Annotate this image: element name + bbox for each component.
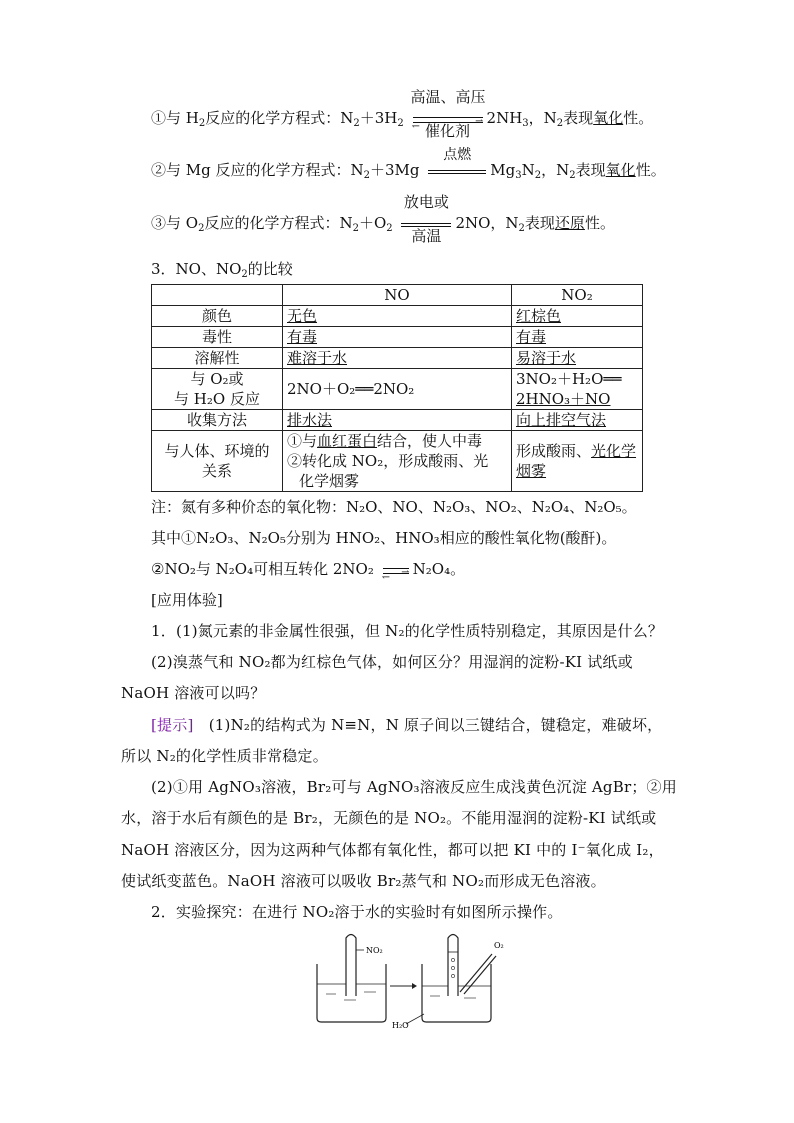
condition-bottom: 催化剂 bbox=[425, 122, 471, 140]
hint-1 bbox=[151, 715, 662, 735]
row-label bbox=[152, 369, 283, 410]
text: 化学烟雾 bbox=[299, 472, 360, 490]
condition-top: 放电或 bbox=[403, 193, 449, 211]
row-label: 毒性 bbox=[152, 327, 283, 348]
cell: 向上排空气法 bbox=[516, 411, 607, 429]
condition-top: 高温、高压 bbox=[410, 88, 486, 106]
table-header-row bbox=[152, 285, 643, 306]
question-1-3: NaOH 溶液可以吗？ bbox=[121, 684, 266, 702]
property-answer: 氧化 bbox=[593, 109, 624, 127]
label-no2: NO₂ bbox=[366, 946, 383, 955]
header-cell: NO₂ bbox=[512, 285, 643, 306]
row-label: 溶解性 bbox=[152, 348, 283, 369]
text: 性。 bbox=[584, 214, 615, 232]
text: ，N bbox=[541, 161, 570, 179]
text: ＋O bbox=[358, 214, 387, 232]
header-cell: NO bbox=[283, 285, 512, 306]
note-1: 注：氮有多种价态的氧化物：N₂O、NO、N₂O₃、NO₂、N₂O₄、N₂O₅。 bbox=[151, 498, 637, 516]
property-answer: 氧化 bbox=[605, 161, 636, 179]
header-cell bbox=[152, 285, 283, 306]
reaction-1: ①与 $H_2$反应的化学方程式：$N_2+3H_2$ 高温、高压 ⇀ ↽ 催化剂 $2NH_3$，$N_2$表现氧化性。 bbox=[151, 88, 654, 140]
label-o2: O₂ bbox=[494, 941, 504, 950]
text: 形成酸雨、 bbox=[516, 442, 592, 460]
note-2: 其中①N₂O₃、N₂O₅分别为 HNO₂、HNO₃相应的酸性氧化物(酸酐)。 bbox=[151, 529, 617, 547]
cell bbox=[512, 369, 643, 410]
property-answer: 还原 bbox=[554, 214, 585, 232]
text: N bbox=[521, 161, 535, 179]
reaction-condition bbox=[426, 147, 488, 181]
text: 表现 bbox=[575, 161, 606, 179]
hint-tag: [提示] bbox=[151, 716, 194, 734]
comparison-table bbox=[151, 284, 643, 492]
cell: 无色 bbox=[287, 307, 318, 325]
text: 反应的化学方程式：N bbox=[205, 109, 354, 127]
reaction-3: ③与 $O_2$反应的化学方程式：$N_2+O_2$ 放电或 高温 2NO，$N_2$表现还原性。 bbox=[151, 193, 615, 245]
text: ②转化成 NO₂，形成酸雨、光 bbox=[287, 452, 489, 470]
table-row bbox=[152, 348, 643, 369]
condition-bottom: 高温 bbox=[411, 227, 442, 245]
answer-2-4: 使试纸变蓝色。NaOH 溶液可以吸收 Br₂蒸气和 NO₂而形成无色溶液。 bbox=[121, 872, 606, 890]
text: ②NO₂与 N₂O₄可相互转化 2NO₂ bbox=[151, 560, 374, 578]
reaction-condition bbox=[399, 193, 453, 245]
text: 2HNO₃＋NO bbox=[516, 390, 611, 408]
table-row bbox=[152, 431, 643, 492]
text: 结合，使人中毒 bbox=[377, 432, 483, 450]
cell: 有毒 bbox=[516, 328, 547, 346]
text: 2NH bbox=[486, 109, 523, 127]
text: 性。 bbox=[635, 161, 666, 179]
text: ③与 O bbox=[151, 214, 199, 232]
text: ＋3H bbox=[359, 109, 398, 127]
text: Mg bbox=[490, 161, 516, 179]
section-title: 3．NO、$NO_2$的比较 bbox=[151, 260, 293, 280]
text: 表现 bbox=[563, 109, 594, 127]
text: N₂O₄。 bbox=[412, 560, 466, 578]
cell: 红棕色 bbox=[516, 307, 562, 325]
cell bbox=[512, 431, 643, 492]
table-row bbox=[152, 369, 643, 410]
question-1-2: (2)溴蒸气和 NO₂都为红棕色气体，如何区分？用湿润的淀粉-KI 试纸或 bbox=[151, 653, 633, 671]
text: 反应的化学方程式：N bbox=[204, 214, 353, 232]
text: ①与 bbox=[287, 432, 318, 450]
text: 烟雾 bbox=[516, 462, 547, 480]
table-row bbox=[152, 410, 643, 431]
reaction-condition: 高温、高压 ⇀ ↽ 催化剂 bbox=[410, 88, 486, 140]
table-row bbox=[152, 327, 643, 348]
row-label: 收集方法 bbox=[152, 410, 283, 431]
text: ②与 Mg 反应的化学方程式：N bbox=[151, 161, 364, 179]
table-row bbox=[152, 306, 643, 327]
cell: 易溶于水 bbox=[516, 349, 577, 367]
text: ①与 H bbox=[151, 109, 199, 127]
cell: 排水法 bbox=[287, 411, 333, 429]
text: 3．NO、NO bbox=[151, 260, 242, 278]
note-3 bbox=[151, 559, 466, 583]
text: 关系 bbox=[201, 462, 232, 480]
cell: 难溶于水 bbox=[287, 349, 348, 367]
text: 性。 bbox=[623, 109, 654, 127]
text: ＋3Mg bbox=[370, 161, 420, 179]
text: 3NO₂＋H₂O══ bbox=[516, 370, 622, 388]
answer-2-2: 水，溶于水后有颜色的是 Br₂，无颜色的是 NO₂。不能用湿润的淀粉-KI 试纸或 bbox=[121, 809, 657, 827]
row-label bbox=[152, 431, 283, 492]
cell: 有毒 bbox=[287, 328, 318, 346]
answer-2-1: (2)①用 AgNO₃溶液，Br₂可与 AgNO₃溶液反应生成浅黄色沉淀 AgBr；②用 bbox=[151, 778, 677, 796]
row-label: 颜色 bbox=[152, 306, 283, 327]
text: 与人体、环境的 bbox=[164, 442, 270, 460]
text: 与 O₂或 bbox=[190, 370, 244, 388]
experiment-figure bbox=[314, 928, 504, 1028]
cell: 2NO＋O₂══2NO₂ bbox=[283, 369, 512, 410]
text: 光化学 bbox=[591, 442, 637, 460]
label-h2o: H₂O bbox=[392, 1021, 409, 1028]
experience-heading: [应用体验] bbox=[151, 591, 223, 609]
reaction-2: ②与 Mg 反应的化学方程式：$N_2+3Mg$ 点燃 $Mg_3N_2$，$N_2$表现氧化性。 bbox=[151, 147, 666, 181]
text: 的比较 bbox=[247, 260, 293, 278]
text: 2NO，N bbox=[455, 214, 519, 232]
question-1-1: 1．(1)氮元素的非金属性很强，但 N₂的化学性质特别稳定，其原因是什么？ bbox=[151, 622, 664, 640]
text: ，N bbox=[528, 109, 557, 127]
question-2: 2．实验探究：在进行 NO₂溶于水的实验时有如图所示操作。 bbox=[151, 903, 563, 921]
equilibrium-arrow: ⇀ ↽ bbox=[381, 567, 410, 583]
answer-1-2: 所以 N₂的化学性质非常稳定。 bbox=[121, 747, 328, 765]
answer-2-3: NaOH 溶液区分，因为这两种气体都有氧化性，都可以把 KI 中的 I⁻氧化成 I₂， bbox=[121, 841, 664, 859]
cell bbox=[283, 431, 512, 492]
condition-top: 点燃 bbox=[443, 147, 472, 163]
text: 表现 bbox=[524, 214, 555, 232]
text: 血红蛋白 bbox=[317, 432, 378, 450]
text: 与 H₂O 反应 bbox=[174, 390, 260, 408]
text: (1)N₂的结构式为 N≡N，N 原子间以三键结合，键稳定，难破坏， bbox=[208, 716, 663, 734]
